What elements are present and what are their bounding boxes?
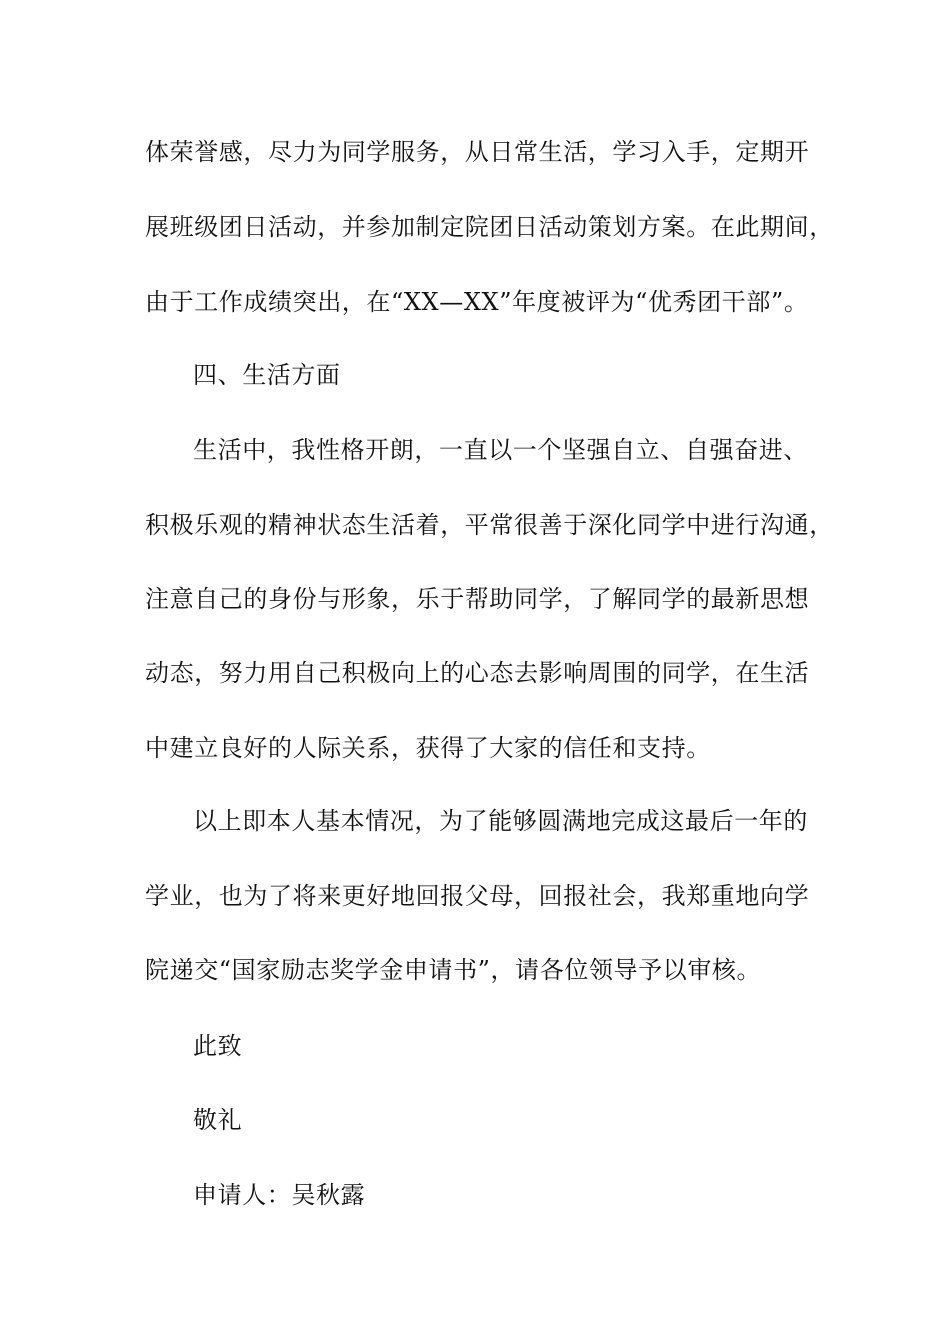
paragraph-line: 动态，努力用自己积极向上的心态去影响周围的同学，在生活: [145, 659, 810, 687]
closing-regards: 敬礼: [193, 1106, 243, 1134]
paragraph-line: 以上即本人基本情况，为了能够圆满地完成这最后一年的: [193, 807, 808, 835]
paragraph-line: 体荣誉感，尽力为同学服务，从日常生活，学习入手，定期开: [145, 138, 810, 166]
paragraph-line: 积极乐观的精神状态生活着，平常很善于深化同学中进行沟通，: [145, 511, 834, 539]
section-heading: 四、生活方面: [193, 361, 341, 389]
applicant-signature: 申请人：吴秋露: [193, 1181, 366, 1209]
paragraph-line: 院递交“国家励志奖学金申请书”，请各位领导予以审核。: [145, 956, 762, 984]
paragraph-line: 中建立良好的人际关系，获得了大家的信任和支持。: [145, 734, 711, 762]
paragraph-line: 由于工作成绩突出，在“XX—XX”年度被评为“优秀团干部”。: [145, 288, 809, 316]
closing-salutation: 此致: [193, 1032, 243, 1060]
paragraph-line: 生活中，我性格开朗，一直以一个坚强自立、自强奋进、: [193, 436, 808, 464]
paragraph-line: 注意自己的身份与形象，乐于帮助同学，了解同学的最新思想: [145, 585, 810, 613]
paragraph-line: 学业，也为了将来更好地回报父母，回报社会，我郑重地向学: [145, 882, 810, 910]
paragraph-line: 展班级团日活动，并参加制定院团日活动策划方案。在此期间，: [145, 213, 834, 241]
